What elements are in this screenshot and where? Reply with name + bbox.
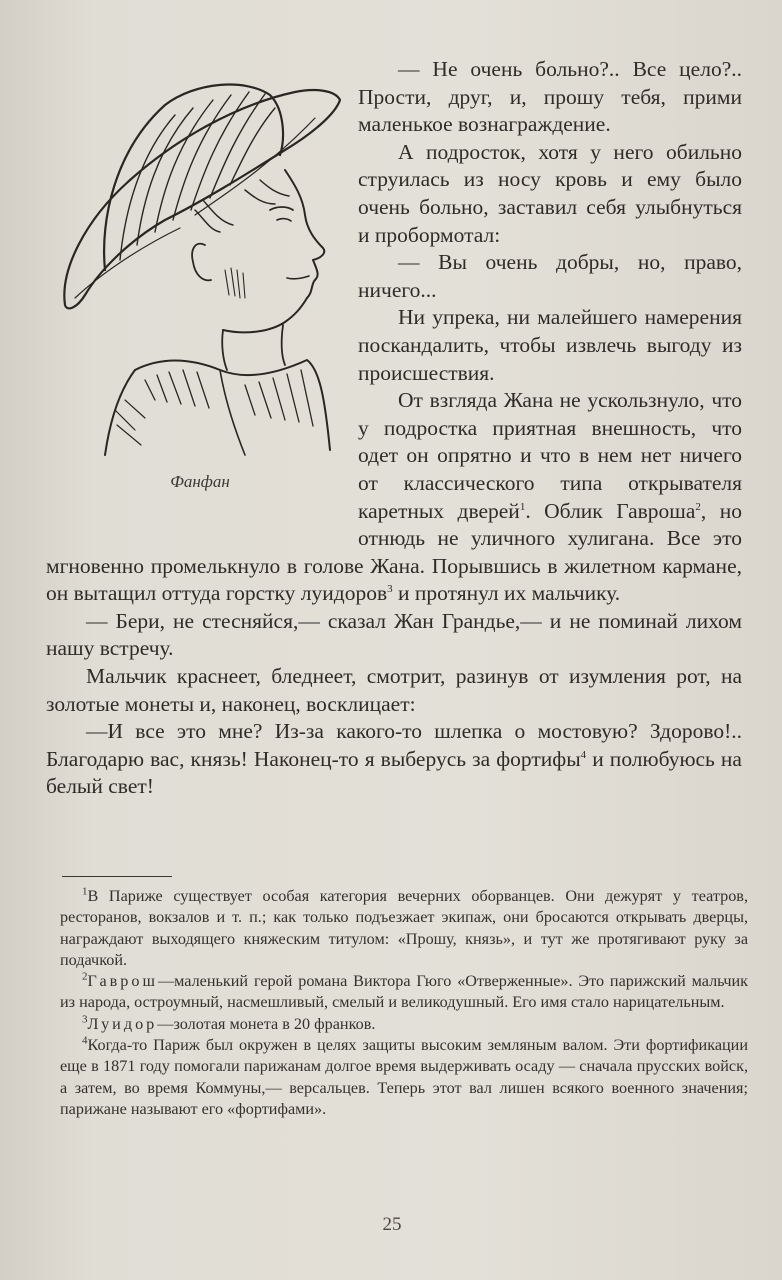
footnote: $^2$Гаврош—маленький герой романа Виктора Гюго «Отверженные». Это парижский мальчик из народа, остроумный, насмешливый, смелый и великодушный. Его имя стало нарицательным. (60, 970, 748, 1012)
illustration-caption: Фанфан (170, 472, 230, 491)
footnote: $^3$Луидор—золотая монета в 20 франков. (82, 1013, 376, 1033)
paragraph: А подросток, хотя у него обильно струилась из носу кровь и ему было очень больно, заставил себя улыбнуться и пробормотал: (358, 139, 742, 247)
illustration-space (46, 56, 358, 538)
paragraph: —И все это мне? Из-за какого-то шлепка о мостовую? Здорово!.. Благодарю вас, князь! Наконец-то я выберусь за фортифы$^4$ и полюбуюсь на белый свет! (46, 719, 742, 799)
page-number: 25 (382, 1214, 402, 1235)
paragraph: — Бери, не стесняйся,— сказал Жан Грандье,— и не поминай лихом нашу встречу. (46, 608, 742, 661)
footnote: $^1$В Париже существует особая категория вечерних оборванцев. Они дежурят у театров, ресторанов, вокзалов и т. п.; как только подъезжает экипаж, они бросаются открывать дверцы, награждают выходящего княжеским титулом: «Прошу, князь», и тут же протягивают руку за подачкой. (60, 885, 748, 969)
footnote-ref[interactable]: 2 (695, 500, 701, 513)
footnotes (60, 886, 748, 1120)
footnote-ref[interactable]: 1 (519, 500, 526, 513)
footnote-separator (62, 876, 172, 877)
paragraph: — Вы очень добры, но, право, ничего... (358, 250, 742, 302)
paragraph: От взгляда Жана не ускользнуло, что у подростка приятная внешность, что одет он опрятно и что в нем нет ничего от классического типа открывателя каретных дверей$^1$. Облик Гавроша$^2$, но отнюдь не уличного хулигана. Все это мгновенно промелькнуло в голове Жана. Порывшись в жилетном кармане, он вытащил оттуда горстку луидоров$^3$ и протянул их мальчику. (46, 388, 742, 606)
footnote-ref[interactable]: 4 (580, 748, 587, 761)
paragraph: Ни упрека, ни малейшего намерения поскандалить, чтобы извлечь выгоду из происшествия. (358, 305, 742, 385)
footnote-ref[interactable]: 3 (387, 583, 393, 596)
paragraph: — Не очень больно?.. Все цело?.. Прости, друг, и, прошу тебя, прими маленькое вознаграждение. (358, 57, 742, 137)
main-text (46, 56, 742, 801)
footnote: $^4$Когда-то Париж был окружен в целях защиты высоким земляным валом. Эти фортификации еще в 1871 году помогали парижанам долгое время выдерживать осаду — сначала прусских войск, а затем, во время Коммуны,— версальцев. Теперь этот вал лишен всякого военного значения; парижане называют его «фортифами». (60, 1034, 748, 1118)
paragraph: Мальчик краснеет, бледнеет, смотрит, разинув от изумления рот, на золотые монеты и, наконец, восклицает: (46, 664, 742, 716)
